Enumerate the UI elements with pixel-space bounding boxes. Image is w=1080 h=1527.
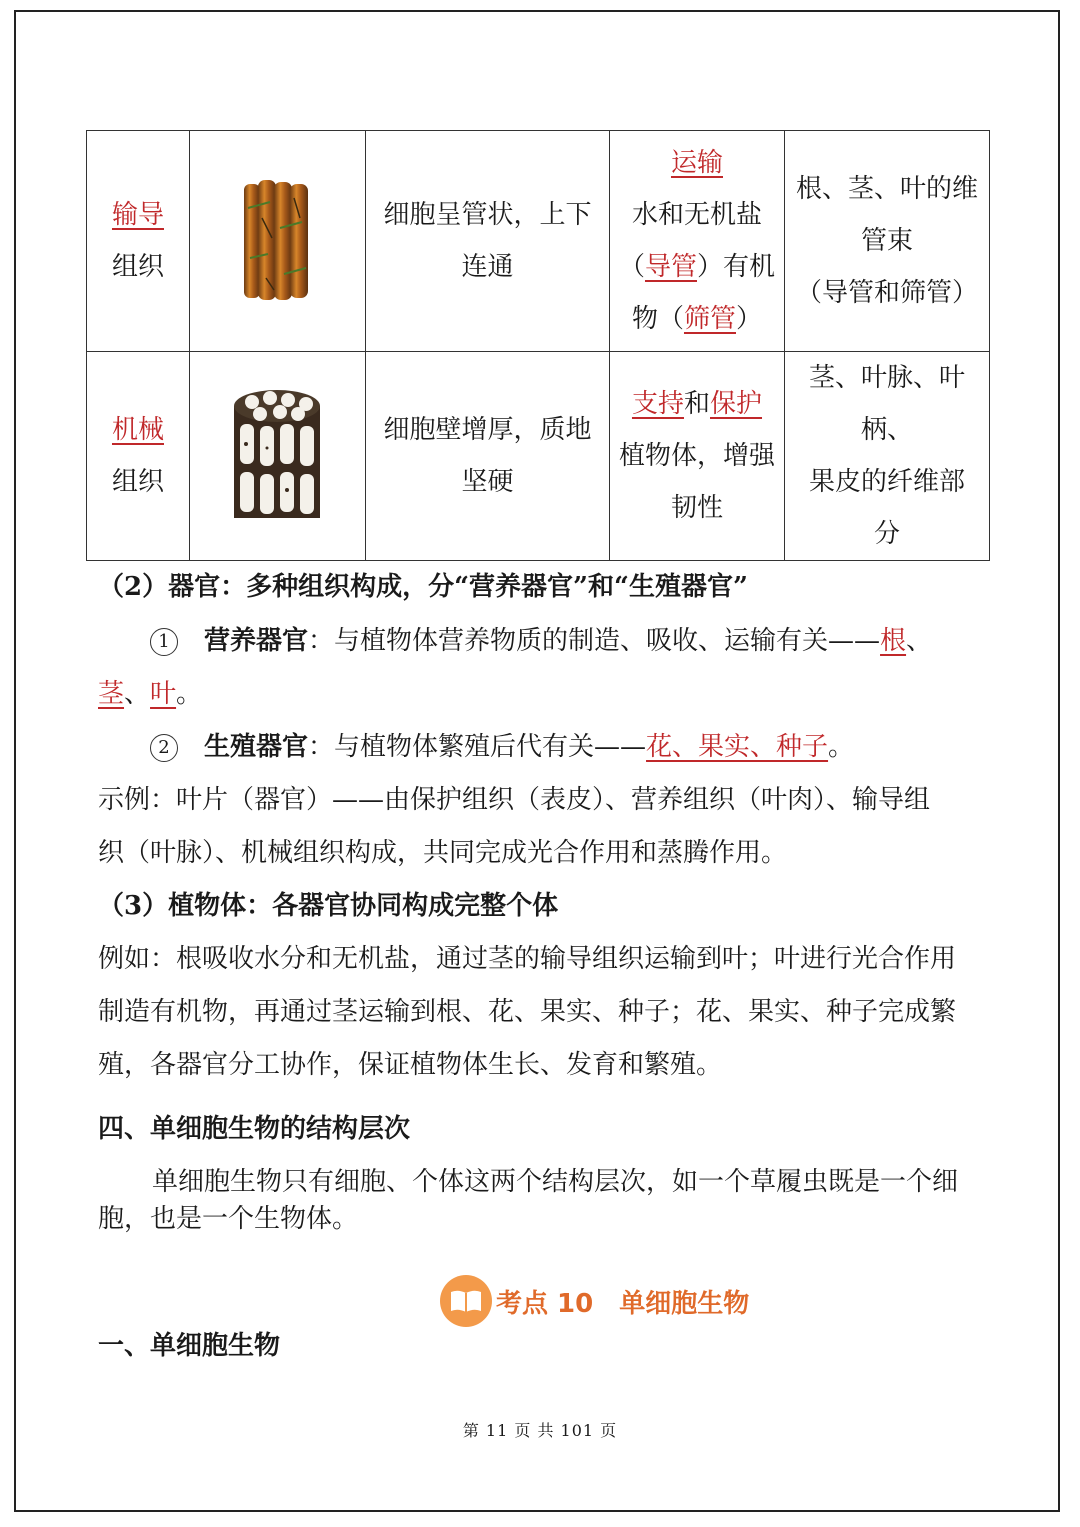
function-text: ） bbox=[736, 304, 763, 334]
organ-sep: 、 bbox=[124, 679, 151, 709]
organ-item-1 bbox=[150, 620, 1035, 657]
table-row bbox=[87, 352, 990, 561]
badge-text: 考点 10 单细胞生物 bbox=[496, 1288, 750, 1319]
feature-cell bbox=[366, 352, 610, 561]
mechanical-tissue-illustration bbox=[230, 388, 326, 524]
function-text: ）有机 bbox=[697, 252, 776, 282]
function-cell bbox=[610, 352, 785, 561]
feature-cell bbox=[366, 131, 610, 352]
feature-line: 细胞呈管状，上下 bbox=[383, 200, 592, 230]
section4-line: 胞，也是一个生物体。 bbox=[98, 1204, 359, 1234]
function-text: 物（ bbox=[631, 304, 684, 334]
page-footer: 第 11 页 共 101 页 bbox=[462, 1421, 618, 1440]
tissue-name-rest: 组织 bbox=[111, 252, 164, 282]
circled-number: 1 bbox=[150, 628, 178, 656]
tissue-name-rest: 组织 bbox=[111, 467, 164, 497]
tissue-name-highlight: 输导 bbox=[111, 200, 164, 230]
organ-label: 生殖器官 bbox=[204, 732, 309, 762]
tissue-image-cell bbox=[190, 131, 366, 352]
tissue-image-cell bbox=[190, 352, 366, 561]
organ-item-2 bbox=[150, 726, 1035, 763]
distribution-line: 根、茎、叶的维 bbox=[795, 174, 978, 204]
function-line: 植物体，增强 bbox=[618, 441, 775, 471]
table-row bbox=[87, 131, 990, 352]
tissue-name-highlight: 机械 bbox=[111, 415, 164, 445]
organ-text: ：与植物体营养物质的制造、吸收、运输有关—— bbox=[308, 626, 881, 656]
plant-heading: （3）植物体：各器官协同构成完整个体 bbox=[98, 891, 559, 921]
organ-end: 。 bbox=[176, 679, 203, 709]
tissue-name-cell bbox=[87, 131, 190, 352]
circled-number: 2 bbox=[150, 734, 178, 762]
feature-line: 细胞壁增厚，质地 bbox=[383, 415, 592, 445]
organ-item-1-cont bbox=[98, 673, 983, 710]
example-line: 示例：叶片（器官）——由保护组织（表皮）、营养组织（叶肉）、输导组 bbox=[98, 785, 931, 815]
distribution-cell bbox=[785, 352, 990, 561]
organ-heading: （2）器官：多种组织构成，分“营养器官”和“生殖器官” bbox=[98, 572, 748, 602]
function-text: 和 bbox=[683, 389, 710, 419]
plant-line: 制造有机物，再通过茎运输到根、花、果实、种子；花、果实、种子完成繁 bbox=[98, 997, 957, 1027]
distribution-cell bbox=[785, 131, 990, 352]
distribution-line: 分 bbox=[873, 519, 900, 549]
function-phloem: 筛管 bbox=[683, 304, 736, 334]
plant-line: 殖，各器官分工协作，保证植物体生长、发育和繁殖。 bbox=[98, 1050, 723, 1080]
organ-end: 。 bbox=[828, 732, 855, 762]
function-line: 水和无机盐 bbox=[631, 200, 762, 230]
function-text: （ bbox=[618, 252, 645, 282]
organ-sep: 、 bbox=[906, 626, 933, 656]
distribution-line: （导管和筛管） bbox=[795, 278, 978, 308]
organ-answer: 根 bbox=[880, 626, 907, 656]
organ-answer: 茎 bbox=[98, 679, 125, 709]
function-line: 韧性 bbox=[670, 493, 723, 523]
topic-badge bbox=[440, 1278, 749, 1324]
organ-answer: 叶 bbox=[150, 679, 177, 709]
function-cell bbox=[610, 131, 785, 352]
distribution-line: 果皮的纤维部 bbox=[808, 467, 965, 497]
distribution-line: 管束 bbox=[860, 226, 913, 256]
feature-line: 坚硬 bbox=[461, 467, 514, 497]
organ-answer: 花、果实、种子 bbox=[646, 732, 829, 762]
open-book-icon bbox=[440, 1275, 492, 1327]
section4-line: 单细胞生物只有细胞、个体这两个结构层次，如一个草履虫既是一个细 bbox=[152, 1167, 959, 1197]
feature-line: 连通 bbox=[461, 252, 514, 282]
plant-line: 例如：根吸收水分和无机盐，通过茎的输导组织运输到叶；叶进行光合作用 bbox=[98, 944, 957, 974]
conducting-tissue-illustration bbox=[240, 178, 316, 304]
distribution-line: 茎、叶脉、叶柄、 bbox=[808, 363, 965, 445]
tissue-name-cell bbox=[87, 352, 190, 561]
example-line: 织（叶脉）、机械组织构成，共同完成光合作用和蒸腾作用。 bbox=[98, 838, 788, 868]
organ-text: ：与植物体繁殖后代有关—— bbox=[308, 732, 647, 762]
section-one-heading: 一、单细胞生物 bbox=[98, 1331, 281, 1361]
tissue-table bbox=[86, 130, 990, 561]
function-highlight: 保护 bbox=[710, 389, 763, 419]
organ-label: 营养器官 bbox=[204, 626, 309, 656]
function-highlight: 运输 bbox=[670, 148, 723, 178]
section4-heading: 四、单细胞生物的结构层次 bbox=[98, 1114, 411, 1144]
function-xylem: 导管 bbox=[644, 252, 697, 282]
function-highlight: 支持 bbox=[631, 389, 684, 419]
